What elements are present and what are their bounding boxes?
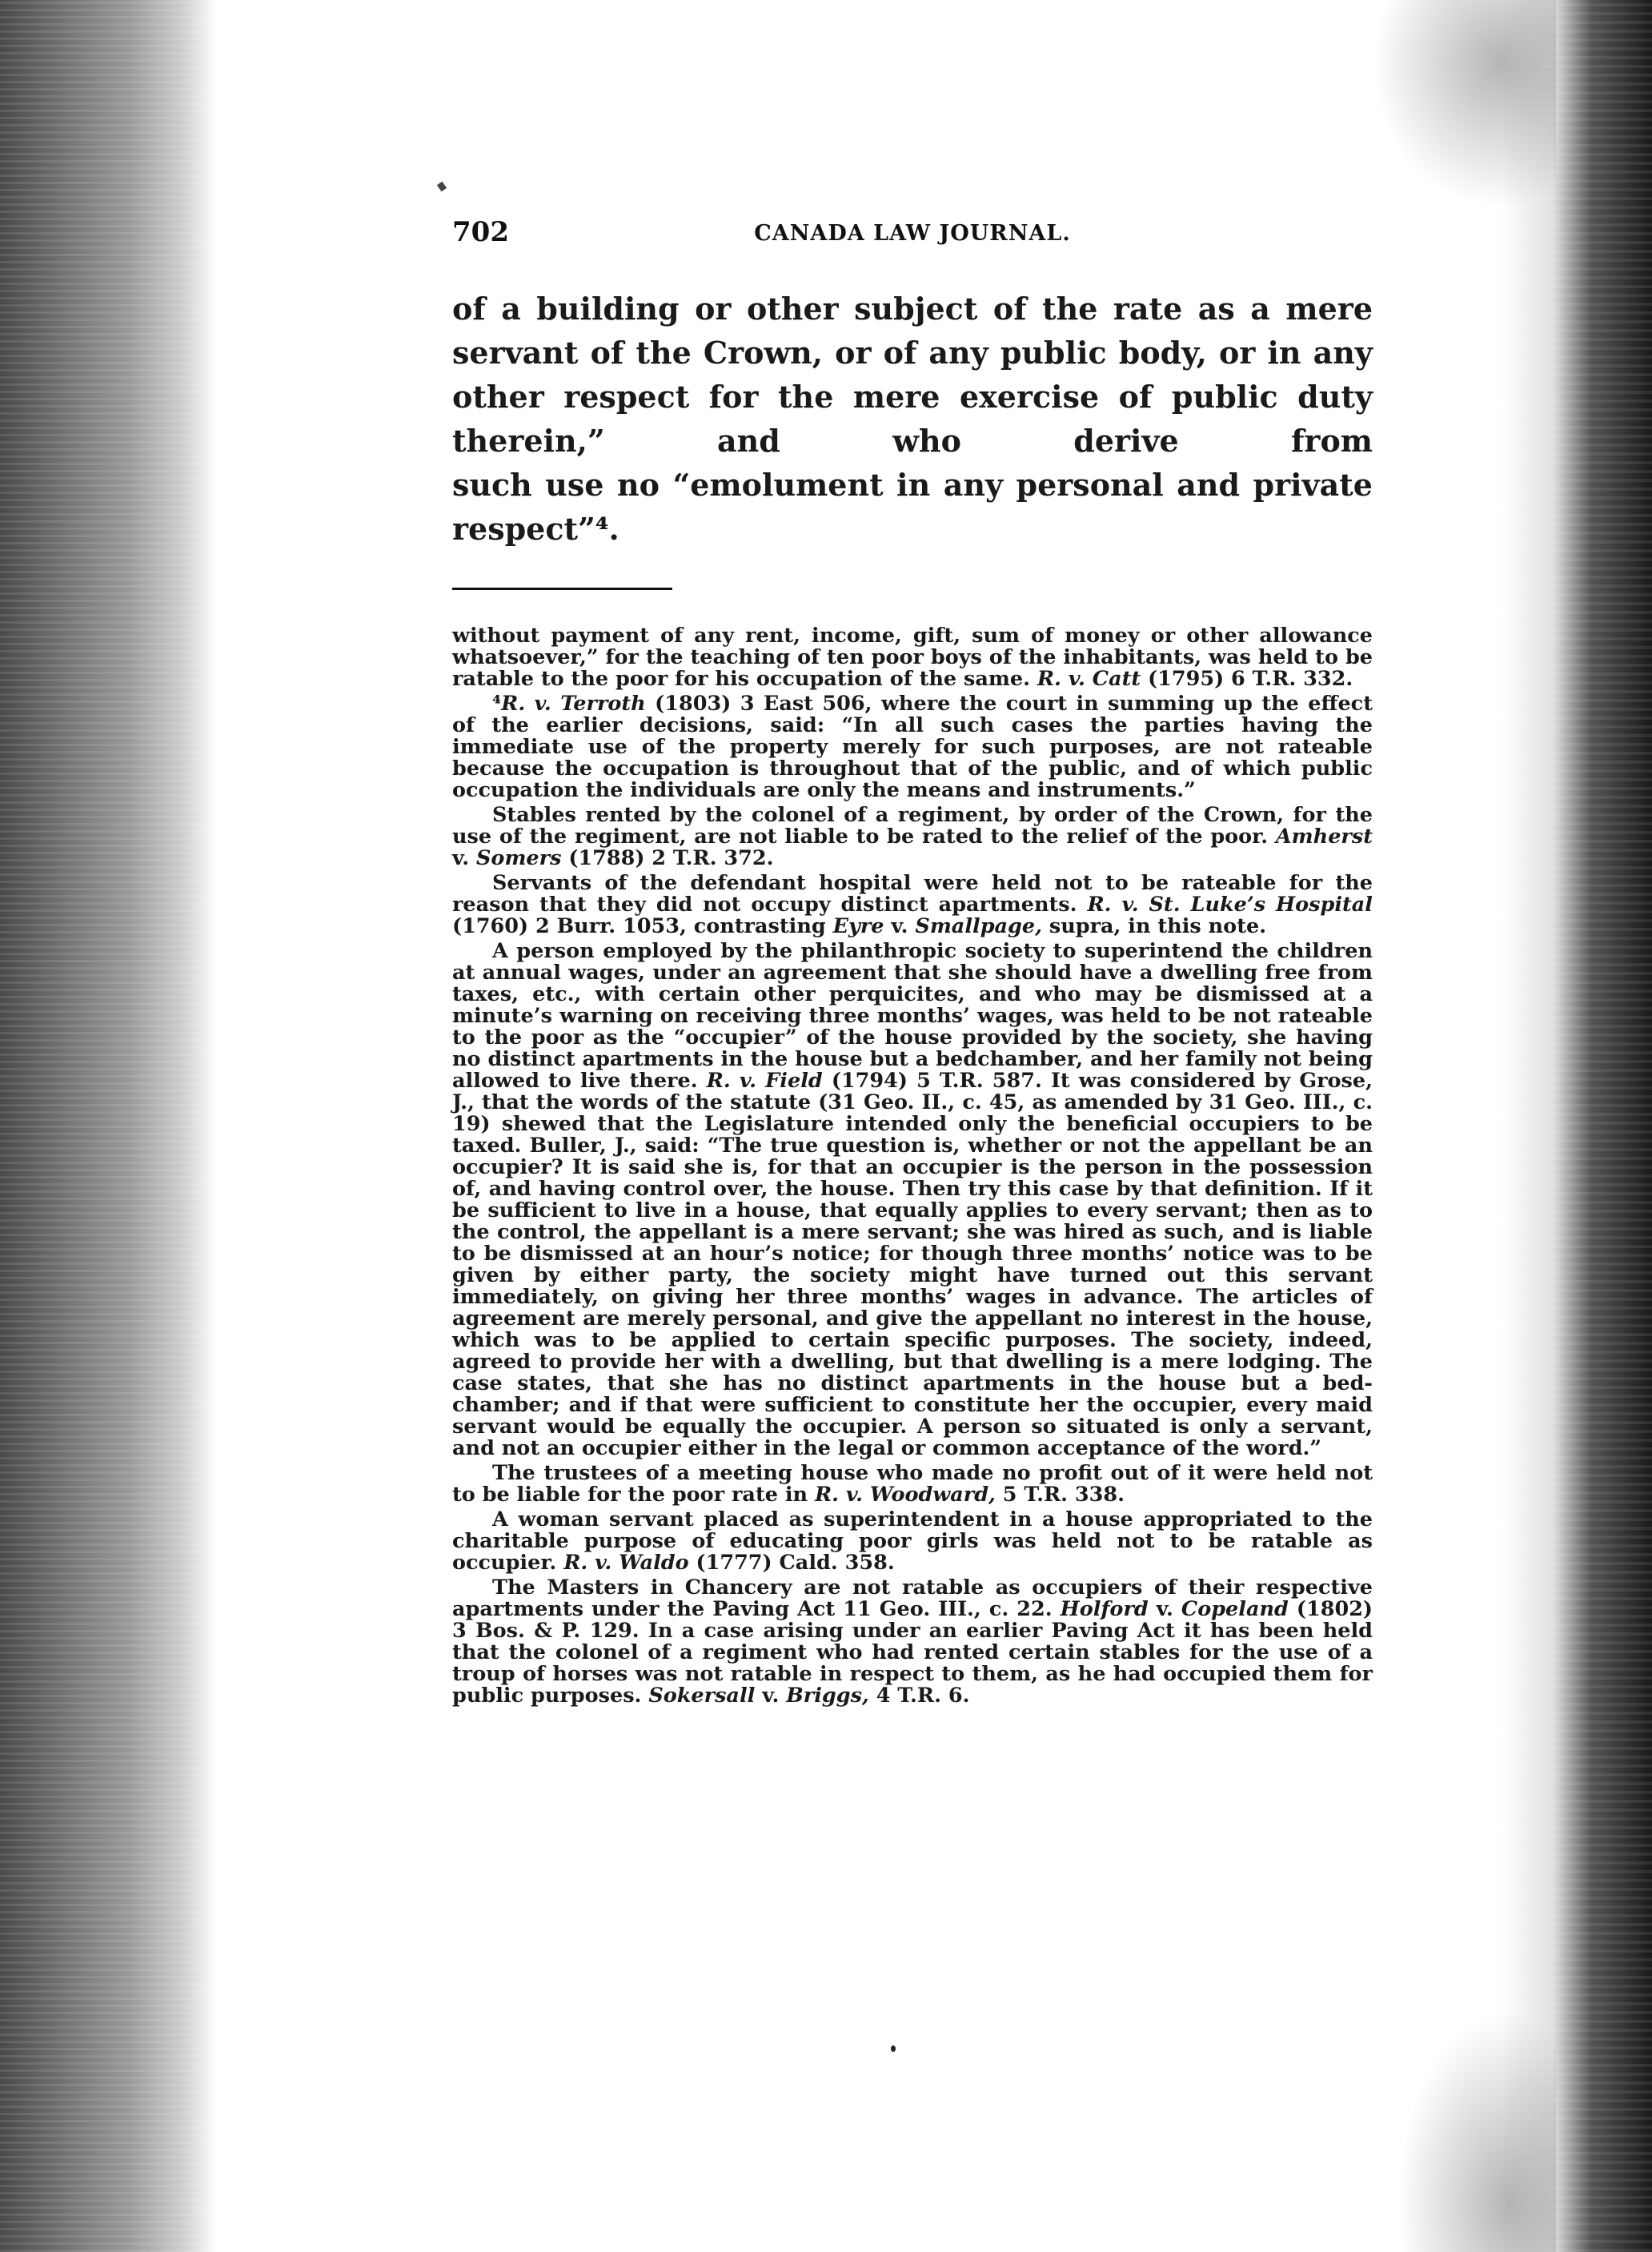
main-text-last-line: such use no “emolument in any personal and private respect”⁴. — [452, 467, 1373, 547]
case-citation: R. v. Waldo — [563, 1551, 689, 1575]
page-dot — [891, 2045, 896, 2052]
footnote-text: (1760) 2 Burr. 1053, contrasting — [452, 914, 833, 938]
footnote-text: Stables rented by the colonel of a regiment, by order of the Crown, for the use of the regiment, are not liable to be rated to the relief of the poor. — [452, 803, 1373, 849]
footnote-text: v. — [755, 1684, 787, 1708]
main-text-body: of a building or other subject of the rate as a mere servant of the Crown, or of any public body, or in any other respect for the mere exercise of public duty therein,” and who derive from — [452, 291, 1373, 459]
footnote-fn-person — [452, 941, 1373, 1459]
case-citation: Somers — [476, 846, 562, 870]
footnote-text: without payment of any rent, income, gift, sum of money or other allowance whatsoever,” for the teaching of ten poor boys of the inhabitants, was held to be ratable to the poor for his occupation of the same. — [452, 624, 1373, 691]
footnote-fn-4 — [452, 693, 1373, 801]
footnote-fn-cont — [452, 625, 1373, 690]
footnote-fn-trustees — [452, 1463, 1373, 1506]
footnote-text: v. — [452, 846, 477, 870]
case-citation: Amherst — [1275, 825, 1373, 849]
footnote-text: v. — [1148, 1597, 1181, 1621]
footnote-text: (1788) 2 T.R. 372. — [561, 846, 774, 870]
case-citation: Eyre — [832, 914, 884, 938]
case-citation: R. v. Woodward, — [814, 1483, 996, 1507]
footnote-fn-stables — [452, 805, 1373, 869]
journal-title: CANADA LAW JOURNAL. — [754, 221, 1071, 246]
footnotes — [452, 625, 1373, 1707]
case-citation: R. v. Field — [706, 1069, 823, 1093]
main-text — [452, 287, 1373, 551]
footnote-fn-servants — [452, 873, 1373, 937]
case-citation: R. v. Catt — [1037, 667, 1141, 691]
footnote-text: (1803) 3 East 506, where the court in summing up the effect of the earlier decisions, said: “In all such cases the parties having the immediate use of the property merely for such purposes, are not rateable because the occupation is throughout that of the public, and of which public occupation the individuals are only the means and instruments.” — [452, 692, 1373, 802]
scan-left-margin — [0, 0, 216, 2252]
footnote-text: (1777) Cald. 358. — [688, 1551, 895, 1575]
case-citation: Holford — [1060, 1597, 1149, 1621]
footnote-text: supra, in this note. — [1041, 914, 1267, 938]
case-citation: Smallpage, — [915, 914, 1042, 938]
case-citation: Briggs, — [786, 1684, 869, 1708]
footnote-text: 5 T.R. 338. — [995, 1483, 1125, 1507]
scan-right-margin — [1500, 0, 1652, 2252]
running-head — [452, 216, 1373, 264]
scan-shadow-top — [1372, 0, 1556, 208]
case-citation: R. v. St. Luke’s Hospital — [1087, 893, 1373, 917]
scan-shadow-bottom — [1396, 2012, 1556, 2252]
footnote-text: A person employed by the philanthropic society to superintend the children at annual wages, under an agreement that she should have a dwelling free from taxes, etc., with certain other perquicites, and who may be dismissed at a minute’s warning on receiving three months’ wages, was held to be not rateable to the poor as the “occupier” of the house provided by the society, she having no distinct apartments in the house but a bedchamber, and her family not being allowed to live there. — [452, 939, 1373, 1093]
footnote-text: 4 T.R. 6. — [868, 1684, 970, 1708]
stray-ink-mark — [437, 182, 447, 192]
page — [452, 216, 1373, 1710]
footnote-text: A woman servant placed as superintendent in a house appropriated to the charitable purpose of educating poor girls was held not to be ratable as occupier. — [452, 1507, 1373, 1575]
footnote-text: (1795) 6 T.R. 332. — [1141, 667, 1353, 691]
page-number: 702 — [452, 216, 509, 248]
footnote-rule — [452, 588, 672, 590]
case-citation: Copeland — [1181, 1597, 1289, 1621]
footnote-text: The Masters in Chancery are not ratable as occupiers of their respective apartments under the Paving Act 11 Geo. III., c. 22. — [452, 1576, 1373, 1621]
case-citation: Sokersall — [648, 1684, 756, 1708]
footnote-text: Servants of the defendant hospital were held not to be rateable for the reason that they did not occupy distinct apartments. — [452, 871, 1373, 917]
footnote-text: ⁴ — [492, 692, 502, 716]
footnote-text: (1802) 3 Bos. & P. 129. In a case arising under an earlier Paving Act it has been held that the colonel of a regiment who had rented certain stables for the use of a troup of horses was not ratable in respect to them, as he had occupied them for public purposes. — [452, 1597, 1373, 1708]
footnote-fn-woman — [452, 1509, 1373, 1574]
footnote-text: The trustees of a meeting house who made no profit out of it were held not to be liable for the poor rate in — [452, 1461, 1373, 1507]
footnote-text: (1794) 5 T.R. 587. It was considered by Grose, J., that the words of the statute (31 Geo. II., c. 45, as amended by 31 Geo. III., c. 19) shewed that the Legislature intended only the beneficial occupiers to be taxed. Buller, J., said: “The true question is, whether or not the appellant be an occupier? It is said she is, for that an occupier is the person in the possession of, and having control over, the house. Then try this case by that definition. If it be sufficient to live in a house, that equally applies to every servant; then as to the control, the appellant is a mere servant; she was hired as such, and is liable to be dismissed at an hour’s notice; for though three months’ notice was to be given by either party, the society might have turned out this servant immediately, on giving her three months’ wages in advance. The articles of agreement are merely personal, and give the appellant no interest in the house, which was to be applied to certain specific purposes. The society, indeed, agreed to provide her with a dwelling, but that dwelling is a mere lodging. The case states, that she has no distinct apartments in the house but a bed-chamber; and if that were sufficient to constitute her the occupier, every maid servant would be equally the occupier. A person so situated is only a servant, and not an occupier either in the legal or common acceptance of the word.” — [452, 1069, 1373, 1460]
footnote-text: v. — [884, 914, 916, 938]
case-citation: R. v. Terroth — [501, 692, 646, 716]
footnote-fn-masters — [452, 1577, 1373, 1707]
